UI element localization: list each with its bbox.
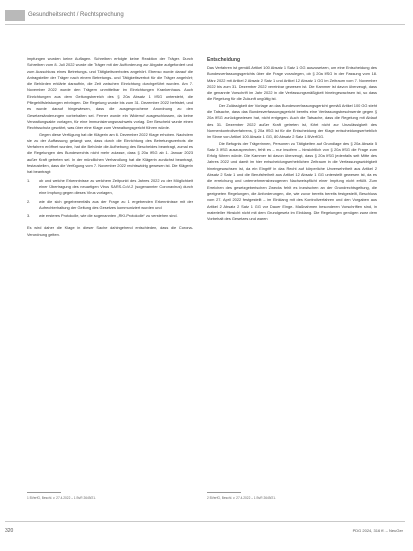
numbered-list: [27, 178, 193, 220]
left-paragraph-3: Es wird daher die Klage in dieser Sache dahingehend entschieden, dass die Corona-Verordnung gelten.: [27, 225, 193, 237]
footnote-divider-left: [27, 492, 61, 493]
footnote-divider-right: [207, 492, 241, 493]
section-heading: Entscheidung: [207, 57, 241, 63]
list-item-number: 3.: [27, 213, 31, 219]
list-item: [27, 213, 193, 219]
header-accent-bar: [5, 10, 25, 21]
footnote-right: 2 BVerfG, Beschl. v. 27.4.2022 – 1 BvR 2649/21.: [207, 496, 276, 500]
right-paragraph-3: Die Befugnis der Trägerinnen, Personen zu Tätigkeiten auf Grundlage des § 20a Absatz 5 Satz 3 IfSG auszusprechen, fehlt es – nur insofern – hinsichtlich von § 20a IfSG die Frage zum Erfolg führen würde. Die Kammer ist davon überzeugt, dass § 20a IfSG jedenfalls seit Mitte des Jahres 2022 und damit im hier entscheidungserheblichen Zeitraum in die Verfassungswidrigkeit hineingewachsen ist, da ein Eingriff in das Recht auf körperliche Unversehrtheit aus Artikel 2 Absatz 2 Satz 1 und die Berufsfreiheit aus Artikel 12 Absatz 1 GG unterstellt gewesen ist, da es die erreichung und unternehmensbezogenen Nachweispflicht einer Impfung nicht erfüllt. Zum Erreichen des gesetzgeberischen Zwecks fehlt es inzwischen an der Grundrechtsgeltung, die geeigneten Regelungen, die Anforderungen, die, wie zuvor bereits bereits festgestellt, Beschluss vom 27. April 2022 festgestellt – im Einklang mit des Kontrollverfahren und den Vorgaben aus Artikel 2 Absatz 2 Satz 1 GG vor Dauer Einge- Maßnahmen besonderen Vorschriften sind, in materieller Hinsicht nicht mit dem Grundgesetz im Einklang. Die Regelungen genügen zwar dem Vorbehalt des Gesetzes und waren: [207, 140, 377, 222]
right-paragraph-2: Der Zulässigkeit der Vorlage an das Bundesverfassungsgericht gemäß Artikel 100 GG steht die Tatsache, dass das Bundesverfassungsgericht bereits eine Verfassungsbeschwerde gegen § 20a IfSG zurückgewiesen hat, nicht entgegen. Auch die Tatsache, dass die Regelung mit Ablauf des 31. Dezember 2022 außer Kraft getreten ist, führt nicht zur Unzulässigkeit des Normenkontrollverfahrens, § 20a IfSG ist für die Entscheidung der Klage entscheidungserheblich im Sinne von Artikel 100 Absatz 1 GG, 80 Absatz 2 Satz 1 BVerfGG.: [207, 102, 377, 140]
list-item-text: ob und welche Erkenntnisse zu welchem Zeitpunkt des Jahres 2022 zu der Möglichkeit einer Übertragung des neuartigen Virus SARS-CoV-2 (sogenannter Coronavirus) durch eine Impfung gegen dieses Virus vorlagen,: [39, 177, 193, 196]
journal-citation: PDG 2024, 316 ff. – NeuGer: [352, 528, 403, 533]
list-item: [27, 178, 193, 197]
running-header: Gesundheitsrecht / Rechtsprechung: [28, 12, 124, 18]
right-column: [207, 56, 377, 222]
list-item-text: wie die sich gegebenenfalls aus der Frage zu 1 ergebenden Erkenntnisse mit der Aufrechterhaltung der Geltung des Gesetzes kommuniziert wurden und: [39, 198, 193, 210]
list-item-number: 2.: [27, 198, 31, 204]
list-item-number: 1.: [27, 177, 31, 183]
footnote-left: 1 BVerfG, Beschl. v. 27.4.2022 – 1 BvR 2649/21.: [27, 496, 96, 500]
right-paragraph-1: Das Verfahren ist gemäß Artikel 100 Absatz 1 Satz 1 GG auszusetzen, um eine Entscheidung des Bundesverfassungsgerichts über die Frage vorzulegen, ob § 20a IfSG in der Fassung vom 18. März 2022 mit Artikel 2 Absatz 2 Satz 1 und Artikel 12 Absatz 1 GG im Zeitraum vom 7. November 2022 bis zum 31. Dezember 2022 vereinbar gewesen ist. Die Kammer ist davon überzeugt, dass die genannte Vorschrift im Jahr 2022 in die Verfassungsmäßigkeit hineingewachsen ist, so dass die Regelung für die Zukunft ungültig ist.: [207, 65, 377, 102]
left-paragraph-1: impfungen wurden keine Auflagen. Schreiben erfolgte keine Reaktion der Träger. Durch Schreiben vom 8. Juli 2022 wurde die Träger mit der Aufforderung zur Abgabe aufgefordert und zum Ausschluss eines Betretungs- und Tätigkeitsverbotes angehört. Ebenso wurde darauf die Antragsteller der Träger nach einem Betretungs- und Tätigkeitsverbot für die Träger angehört; die Behörden erklärte daraufhin, die Zeit zwischen Einrichtung durchgeführt wurden. Am 7. November 2022 wurde den Trägern unmittelbar im Einrichtungen Krankenhaus. Auch Einrichtungen aus dem Geltungsbereich des § 20a Absatz 1 IfSG untersteht, die Pflegehilfsleistungen erbringen. Die Regelung wurde bis zum 31. Dezember 2022 befristet, und es wurde darauf hingewiesen, dass die ausgesprochene Anordnung zu den Gesetzesänderungen vorbehalten sei. Ferner wurde ein Widerruf ausgeschlossen, da keine Verwaltungsakte vorlagen, für eine Immunisierungsnachweis vorlag. Der Bescheid wurde einen Rechtsschutz gewährt, was über eine Klage zum Verwaltungsgericht führen würde.: [27, 56, 193, 131]
left-paragraph-2: Gegen diese Verfügung hat die Klägerin am 6. Dezember 2022 Klage erhoben. Nachdem sie zu der Auffassung gelangt war, dass durch die Einrichtung des Betretungsverbots die Verfahren eröffnet wurden, hat die Behörde die Aufhebung des Bescheides beantragt, zumal es die Regelungen des Bundesrechts nicht mehr zulasse, dass § 20a IfSG ab 1. Januar 2023 außer Kraft getreten sei. In der mündlichen Verhandlung hat die Klägerin zunächst beantragt, festzustellen, dass die Verfügung vom 7. November 2022 rechtswidrig gewesen ist. Die Klägerin hat beantragt:: [27, 131, 193, 175]
header-divider: [5, 24, 405, 25]
left-column: [27, 56, 193, 238]
list-item-text: wie ersteres Protokolle, wie die sogenannten „RKI-Protokolle“ zu verstehen sind.: [39, 213, 178, 219]
page-number: 320: [5, 528, 14, 534]
list-item: [27, 199, 193, 212]
footer-divider: [5, 521, 405, 522]
